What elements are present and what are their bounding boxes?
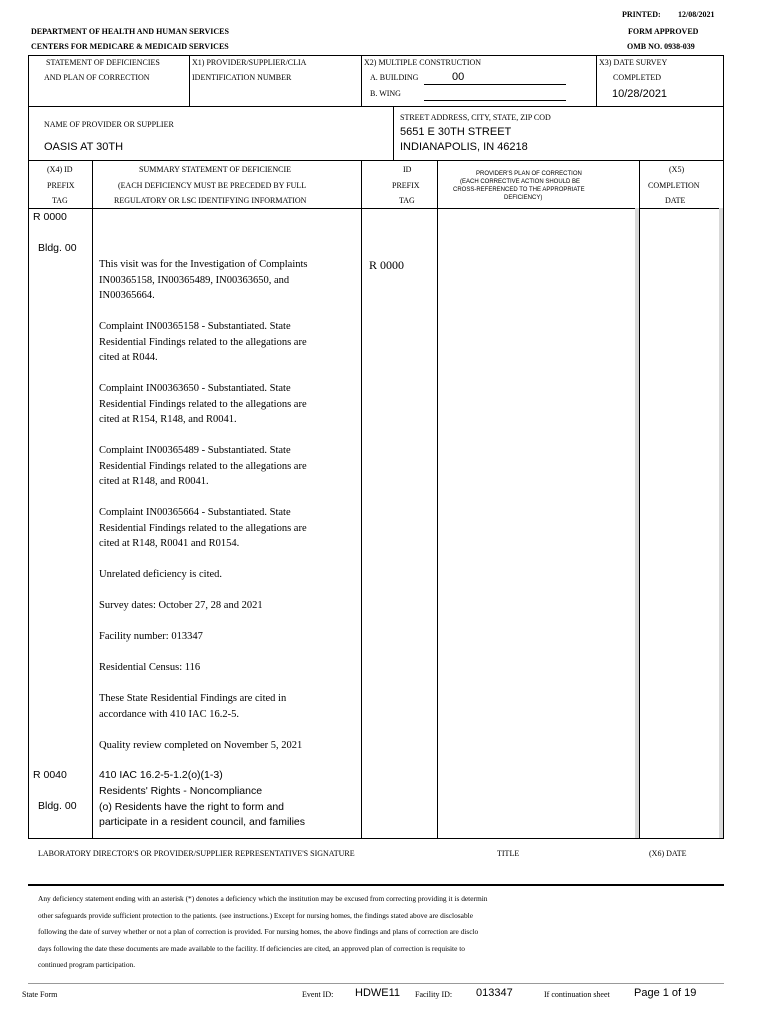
bldg-label-1: Bldg. 00 [38,242,77,254]
department-title: DEPARTMENT OF HEALTH AND HUMAN SERVICES [31,27,229,36]
paragraph-findings: These State Residential Findings are cited in accordance with 410 IAC 16.2-5. [99,693,287,720]
tag-r0000: R 0000 [33,211,67,223]
omb-number: OMB NO. 0938-039 [627,42,695,51]
paragraph-complaint-2: Complaint IN00363650 - Substantiated. State Residential Findings related to the allegations are cited at R154, R148, and R0041. [99,383,307,426]
plan-header-4: DEFICIENCY) [504,195,543,201]
provider-name: OASIS AT 30TH [44,141,124,153]
survey-date: 10/28/2021 [612,88,668,100]
title-label: TITLE [497,849,520,858]
summary-header-2: (EACH DEFICIENCY MUST BE PRECEDED BY FULL [118,181,307,190]
x3-label-1: X3) DATE SURVEY [599,58,668,67]
x1-label-1: X1) PROVIDER/SUPPLIER/CLIA [192,58,307,67]
paragraph-facility-number: Facility number: 013347 [99,631,203,642]
address-line-2: INDIANAPOLIS, IN 46218 [400,141,528,153]
id-header-1: ID [403,165,412,174]
event-id-label: Event ID: [302,990,334,999]
tag-r0040: R 0040 [33,769,67,781]
statement-label-1: STATEMENT OF DEFICIENCIES [46,58,160,67]
statement-label-2: AND PLAN OF CORRECTION [44,73,150,82]
page-number: Page 1 of 19 [634,987,697,999]
x1-label-2: IDENTIFICATION NUMBER [192,73,292,82]
id-header-2: PREFIX [392,181,420,190]
plan-header-1: PROVIDER'S PLAN OF CORRECTION [476,171,582,177]
summary-header-3: REGULATORY OR LSC IDENTIFYING INFORMATION [114,196,307,205]
footnote: Any deficiency statement ending with an asterisk (*) denotes a deficiency which the institution may be excused from correcting providing it is determin other safeguards provide sufficient protection to the patients. (see instructions.) Except for nursing homes, the findings stated above are disclosable following the date of survey whether or not a plan of correction is provided. For nursing homes, the above findings and plans of correction are disclo days following the date these documents are made available to the facility. If deficiencies are cited, an approved plan of correction is requisite to continued program participation. [38,894,488,970]
paragraph-complaint-1: Complaint IN00365158 - Substantiated. State Residential Findings related to the allegations are cited at R044. [99,321,307,364]
building-label: A. BUILDING [370,73,419,82]
paragraph-census: Residential Census: 116 [99,662,201,673]
continuation-label: If continuation sheet [544,990,610,999]
x5-header-3: DATE [665,196,686,205]
x2-label: X2) MULTIPLE CONSTRUCTION [364,58,482,67]
facility-id-value: 013347 [476,987,513,999]
x5-header-2: COMPLETION [648,181,700,190]
facility-id-label: Facility ID: [415,990,453,999]
id-header-3: TAG [399,196,415,205]
printed-date: 12/08/2021 [678,10,715,19]
building-value: 00 [452,71,465,83]
provider-name-label: NAME OF PROVIDER OR SUPPLIER [44,120,174,129]
paragraph-quality-review: Quality review completed on November 5, 2021 [99,740,303,751]
x4-header-2: PREFIX [47,181,75,190]
plan-header-3: CROSS-REFERENCED TO THE APPROPRIATE [453,187,585,193]
form-approved: FORM APPROVED [628,27,699,36]
paragraph-complaint-4: Complaint IN00365664 - Substantiated. State Residential Findings related to the allegations are cited at R148, R0041 and R0154. [99,507,307,550]
plan-header-2: (EACH CORRECTIVE ACTION SHOULD BE [460,179,581,185]
centers-title: CENTERS FOR MEDICARE & MEDICAID SERVICES [31,42,229,51]
right-tag-r0000: R 0000 [369,258,405,272]
x4-header-3: TAG [52,196,68,205]
director-signature-label: LABORATORY DIRECTOR'S OR PROVIDER/SUPPLIER REPRESENTATIVE'S SIGNATURE [38,849,355,858]
state-form-label: State Form [22,990,58,999]
address-line-1: 5651 E 30TH STREET [400,126,512,138]
event-id-value: HDWE11 [355,987,401,999]
x3-label-2: COMPLETED [613,73,661,82]
x5-header-1: (X5) [669,165,685,174]
paragraph-complaint-3: Complaint IN00365489 - Substantiated. State Residential Findings related to the allegations are cited at R148, and R0041. [99,445,307,488]
address-label: STREET ADDRESS, CITY, STATE, ZIP COD [400,113,551,122]
x4-header-1: (X4) ID [47,165,73,174]
bldg-label-2: Bldg. 00 [38,800,77,812]
printed-label: PRINTED: [622,10,661,19]
paragraph-intro: This visit was for the Investigation of Complaints IN00365158, IN00365489, IN00363650, and IN00365664. [99,259,308,302]
paragraph-residents-rights: 410 IAC 16.2-5-1.2(o)(1-3) Residents' Rights - Noncompliance (o) Residents have the right to form and participate in a resident council, and families [99,769,306,829]
wing-label: B. WING [370,89,401,98]
paragraph-unrelated: Unrelated deficiency is cited. [99,569,223,580]
summary-header-1: SUMMARY STATEMENT OF DEFICIENCIE [139,165,292,174]
date-label: (X6) DATE [649,849,687,858]
paragraph-survey-dates: Survey dates: October 27, 28 and 2021 [99,600,263,611]
